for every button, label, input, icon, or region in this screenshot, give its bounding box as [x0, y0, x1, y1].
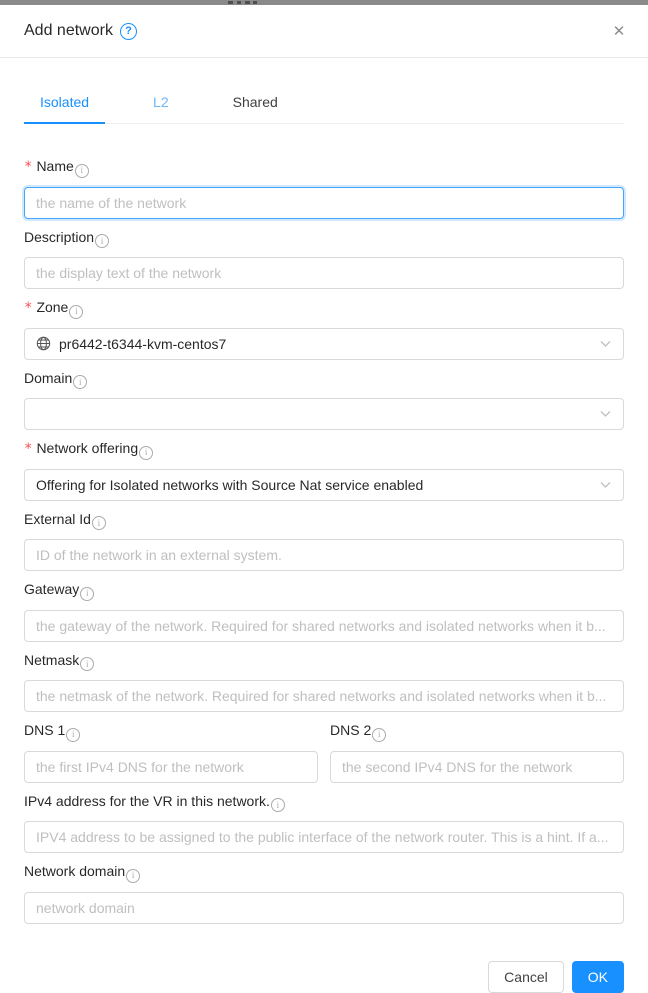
dns2-input[interactable] — [330, 751, 624, 783]
globe-icon — [36, 336, 51, 351]
gateway-input[interactable] — [24, 610, 624, 642]
info-icon[interactable]: i — [66, 728, 80, 742]
field-netmask — [24, 651, 624, 713]
info-icon[interactable]: i — [92, 516, 106, 530]
external-id-label: External Id i — [24, 510, 624, 531]
background-artifact — [245, 1, 250, 4]
zone-label: * Zone i — [24, 298, 624, 319]
info-icon[interactable]: i — [80, 657, 94, 671]
network-offering-select-value: Offering for Isolated networks with Source Nat service enabled — [36, 476, 424, 493]
domain-select[interactable] — [24, 398, 624, 430]
chevron-down-icon — [600, 340, 611, 347]
info-icon[interactable]: i — [139, 446, 153, 460]
background-artifact — [253, 1, 257, 4]
network-offering-select[interactable] — [24, 469, 624, 501]
field-dns2 — [330, 721, 624, 783]
ok-button[interactable]: OK — [572, 961, 624, 993]
domain-label: Domain i — [24, 369, 624, 390]
chevron-down-icon — [600, 481, 611, 488]
info-icon[interactable]: i — [126, 869, 140, 883]
network-type-tabs — [24, 82, 624, 124]
network-domain-label: Network domain i — [24, 862, 624, 883]
modal-body — [0, 58, 648, 949]
dns-row — [24, 721, 624, 792]
network-domain-input[interactable] — [24, 892, 624, 924]
name-label: * Name i — [24, 157, 624, 178]
vr-ipv4-label: IPv4 address for the VR in this network. i — [24, 792, 624, 813]
info-icon[interactable]: i — [372, 728, 386, 742]
close-icon[interactable]: ✕ — [607, 19, 631, 43]
modal-header — [0, 5, 648, 58]
required-asterisk: * — [24, 441, 33, 457]
netmask-label: Netmask i — [24, 651, 624, 672]
info-icon[interactable]: i — [80, 587, 94, 601]
dns1-label: DNS 1 i — [24, 721, 318, 742]
description-input[interactable] — [24, 257, 624, 289]
info-icon[interactable]: i — [271, 798, 285, 812]
tab-isolated[interactable]: Isolated — [24, 82, 105, 124]
network-offering-label: * Network offering i — [24, 439, 624, 460]
external-id-input[interactable] — [24, 539, 624, 571]
chevron-down-icon — [600, 411, 611, 418]
tab-shared[interactable]: Shared — [232, 94, 278, 110]
field-network-offering — [24, 439, 624, 501]
field-zone — [24, 298, 624, 360]
field-domain — [24, 369, 624, 431]
cancel-button[interactable]: Cancel — [488, 961, 564, 993]
field-network-domain — [24, 862, 624, 924]
field-name — [24, 157, 624, 219]
info-icon[interactable]: i — [75, 164, 89, 178]
gateway-label: Gateway i — [24, 580, 624, 601]
required-asterisk: * — [24, 159, 33, 175]
background-artifact — [237, 1, 241, 4]
field-description — [24, 228, 624, 290]
dns2-label: DNS 2 i — [330, 721, 624, 742]
help-question-circle-icon[interactable]: ? — [120, 23, 137, 40]
field-dns1 — [24, 721, 318, 783]
field-gateway — [24, 580, 624, 642]
tab-l2[interactable]: L2 — [153, 94, 169, 110]
background-artifact — [228, 1, 233, 4]
info-icon[interactable]: i — [73, 375, 87, 389]
netmask-input[interactable] — [24, 680, 624, 712]
dns1-input[interactable] — [24, 751, 318, 783]
name-input[interactable] — [24, 187, 624, 219]
add-network-modal — [0, 5, 648, 993]
zone-select[interactable] — [24, 328, 624, 360]
field-vr-ipv4 — [24, 792, 624, 854]
required-asterisk: * — [24, 300, 33, 316]
description-label: Description i — [24, 228, 624, 249]
modal-footer — [0, 949, 648, 993]
modal-title: Add network — [24, 22, 113, 39]
zone-select-value: pr6442-t6344-kvm-centos7 — [59, 335, 227, 352]
info-icon[interactable]: i — [69, 305, 83, 319]
vr-ipv4-input[interactable] — [24, 821, 624, 853]
field-external-id — [24, 510, 624, 572]
info-icon[interactable]: i — [95, 234, 109, 248]
